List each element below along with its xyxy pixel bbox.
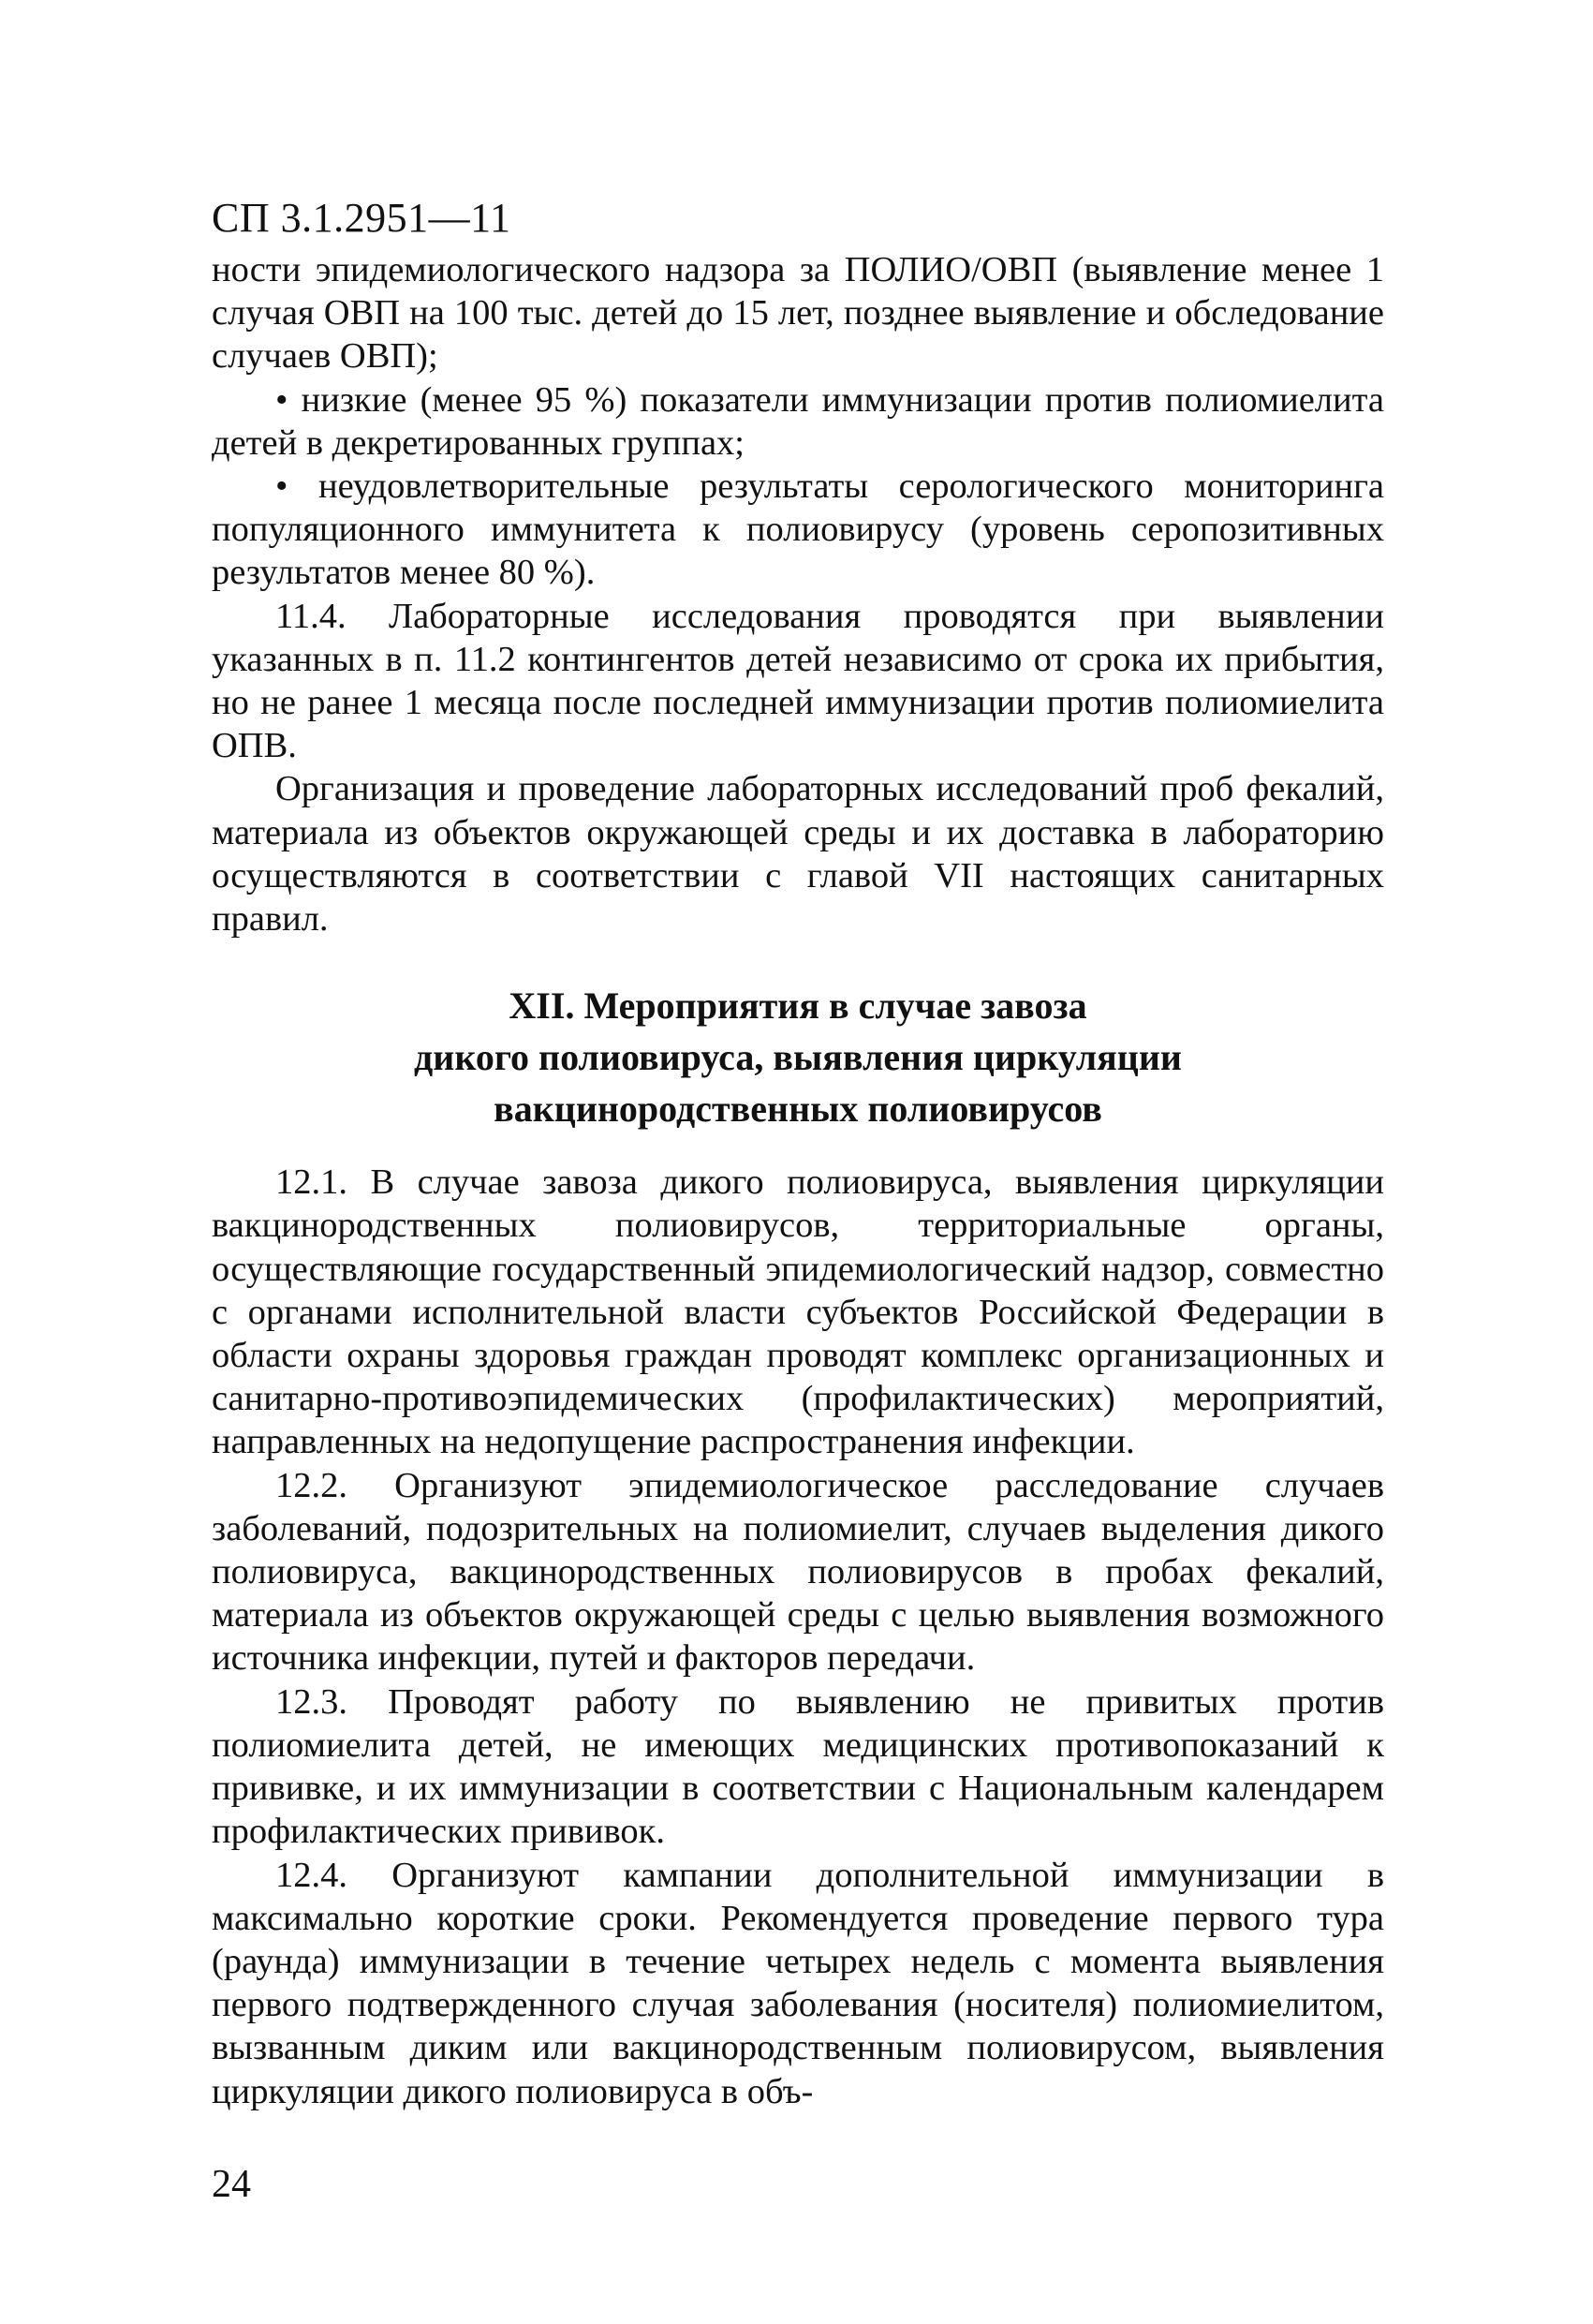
bullet-paragraph: • низкие (менее 95 %) показатели иммунизации против полиомиелита детей в декретированных группах;: [212, 379, 1384, 463]
paragraph-12-2: 12.2. Организуют эпидемиологическое расследование случаев заболеваний, подозрительных на полиомиелит, случаев выделения дикого полиовируса, вакцинородственных полиовирусов в пробах фекалий, материала из объектов окружающей среды с целью выявления возможного источника инфекции, путей и факторов передачи.: [212, 1465, 1384, 1679]
section-heading: [212, 980, 1384, 1134]
page-number: 24: [212, 2163, 251, 2206]
paragraphs-before-section: [212, 248, 1384, 940]
paragraph-12-3: 12.3. Проводят работу по выявлению не привитых против полиомиелита детей, не имеющих медицинских противопоказаний к прививке, и их иммунизации в соответствии с Национальным календарем профилактических прививок.: [212, 1681, 1384, 1852]
bullet-paragraph: • неудовлетворительные результаты серологического мониторинга популяционного иммунитета к полиовирусу (уровень серопозитивных результатов менее 80 %).: [212, 466, 1384, 593]
running-header: СП 3.1.2951—11: [212, 195, 511, 241]
section-heading-line: вакцинородственных полиовирусов: [494, 1088, 1102, 1131]
paragraph-12-4: 12.4. Организуют кампании дополнительной иммунизации в максимально короткие сроки. Рекомендуется проведение первого тура (раунда) иммунизации в течение четырех недель с момента выявления первого подтвержденного случая заболевания (носителя) полиомиелитом, вызванным диким или вакцинородственным полиовирусом, выявления циркуляции дикого полиовируса в объ-: [212, 1855, 1384, 2111]
paragraph-11-4: 11.4. Лабораторные исследования проводятся при выявлении указанных в п. 11.2 контингентов детей независимо от срока их прибытия, но не ранее 1 месяца после последней иммунизации против полиомиелита ОПВ.: [212, 596, 1384, 766]
paragraph-12-1: 12.1. В случае завоза дикого полиовируса, выявления циркуляции вакцинородственных полиовирусов, территориальные органы, осуществляющие государственный эпидемиологический надзор, совместно с органами исполнительной власти субъектов Российской Федерации в области охраны здоровья граждан проводят комплекс организационных и санитарно-противоэпидемических (профилактических) мероприятий, направленных на недопущение распространения инфекции.: [212, 1162, 1384, 1462]
section-heading-line: дикого полиовируса, выявления циркуляции: [414, 1036, 1182, 1079]
paragraph: ности эпидемиологического надзора за ПОЛИО/ОВП (выявление менее 1 случая ОВП на 100 тыс. детей до 15 лет, позднее выявление и обследование случаев ОВП);: [212, 250, 1384, 377]
paragraphs-after-section: [212, 1161, 1384, 2112]
paragraph: Организация и проведение лабораторных исследований проб фекалий, материала из объектов окружающей среды и их доставка в лабораторию осуществляются в соответствии с главой VII настоящих санитарных правил.: [212, 769, 1384, 940]
document-page: [212, 192, 1384, 2113]
section-heading-line: XII. Мероприятия в случае завоза: [509, 984, 1087, 1028]
